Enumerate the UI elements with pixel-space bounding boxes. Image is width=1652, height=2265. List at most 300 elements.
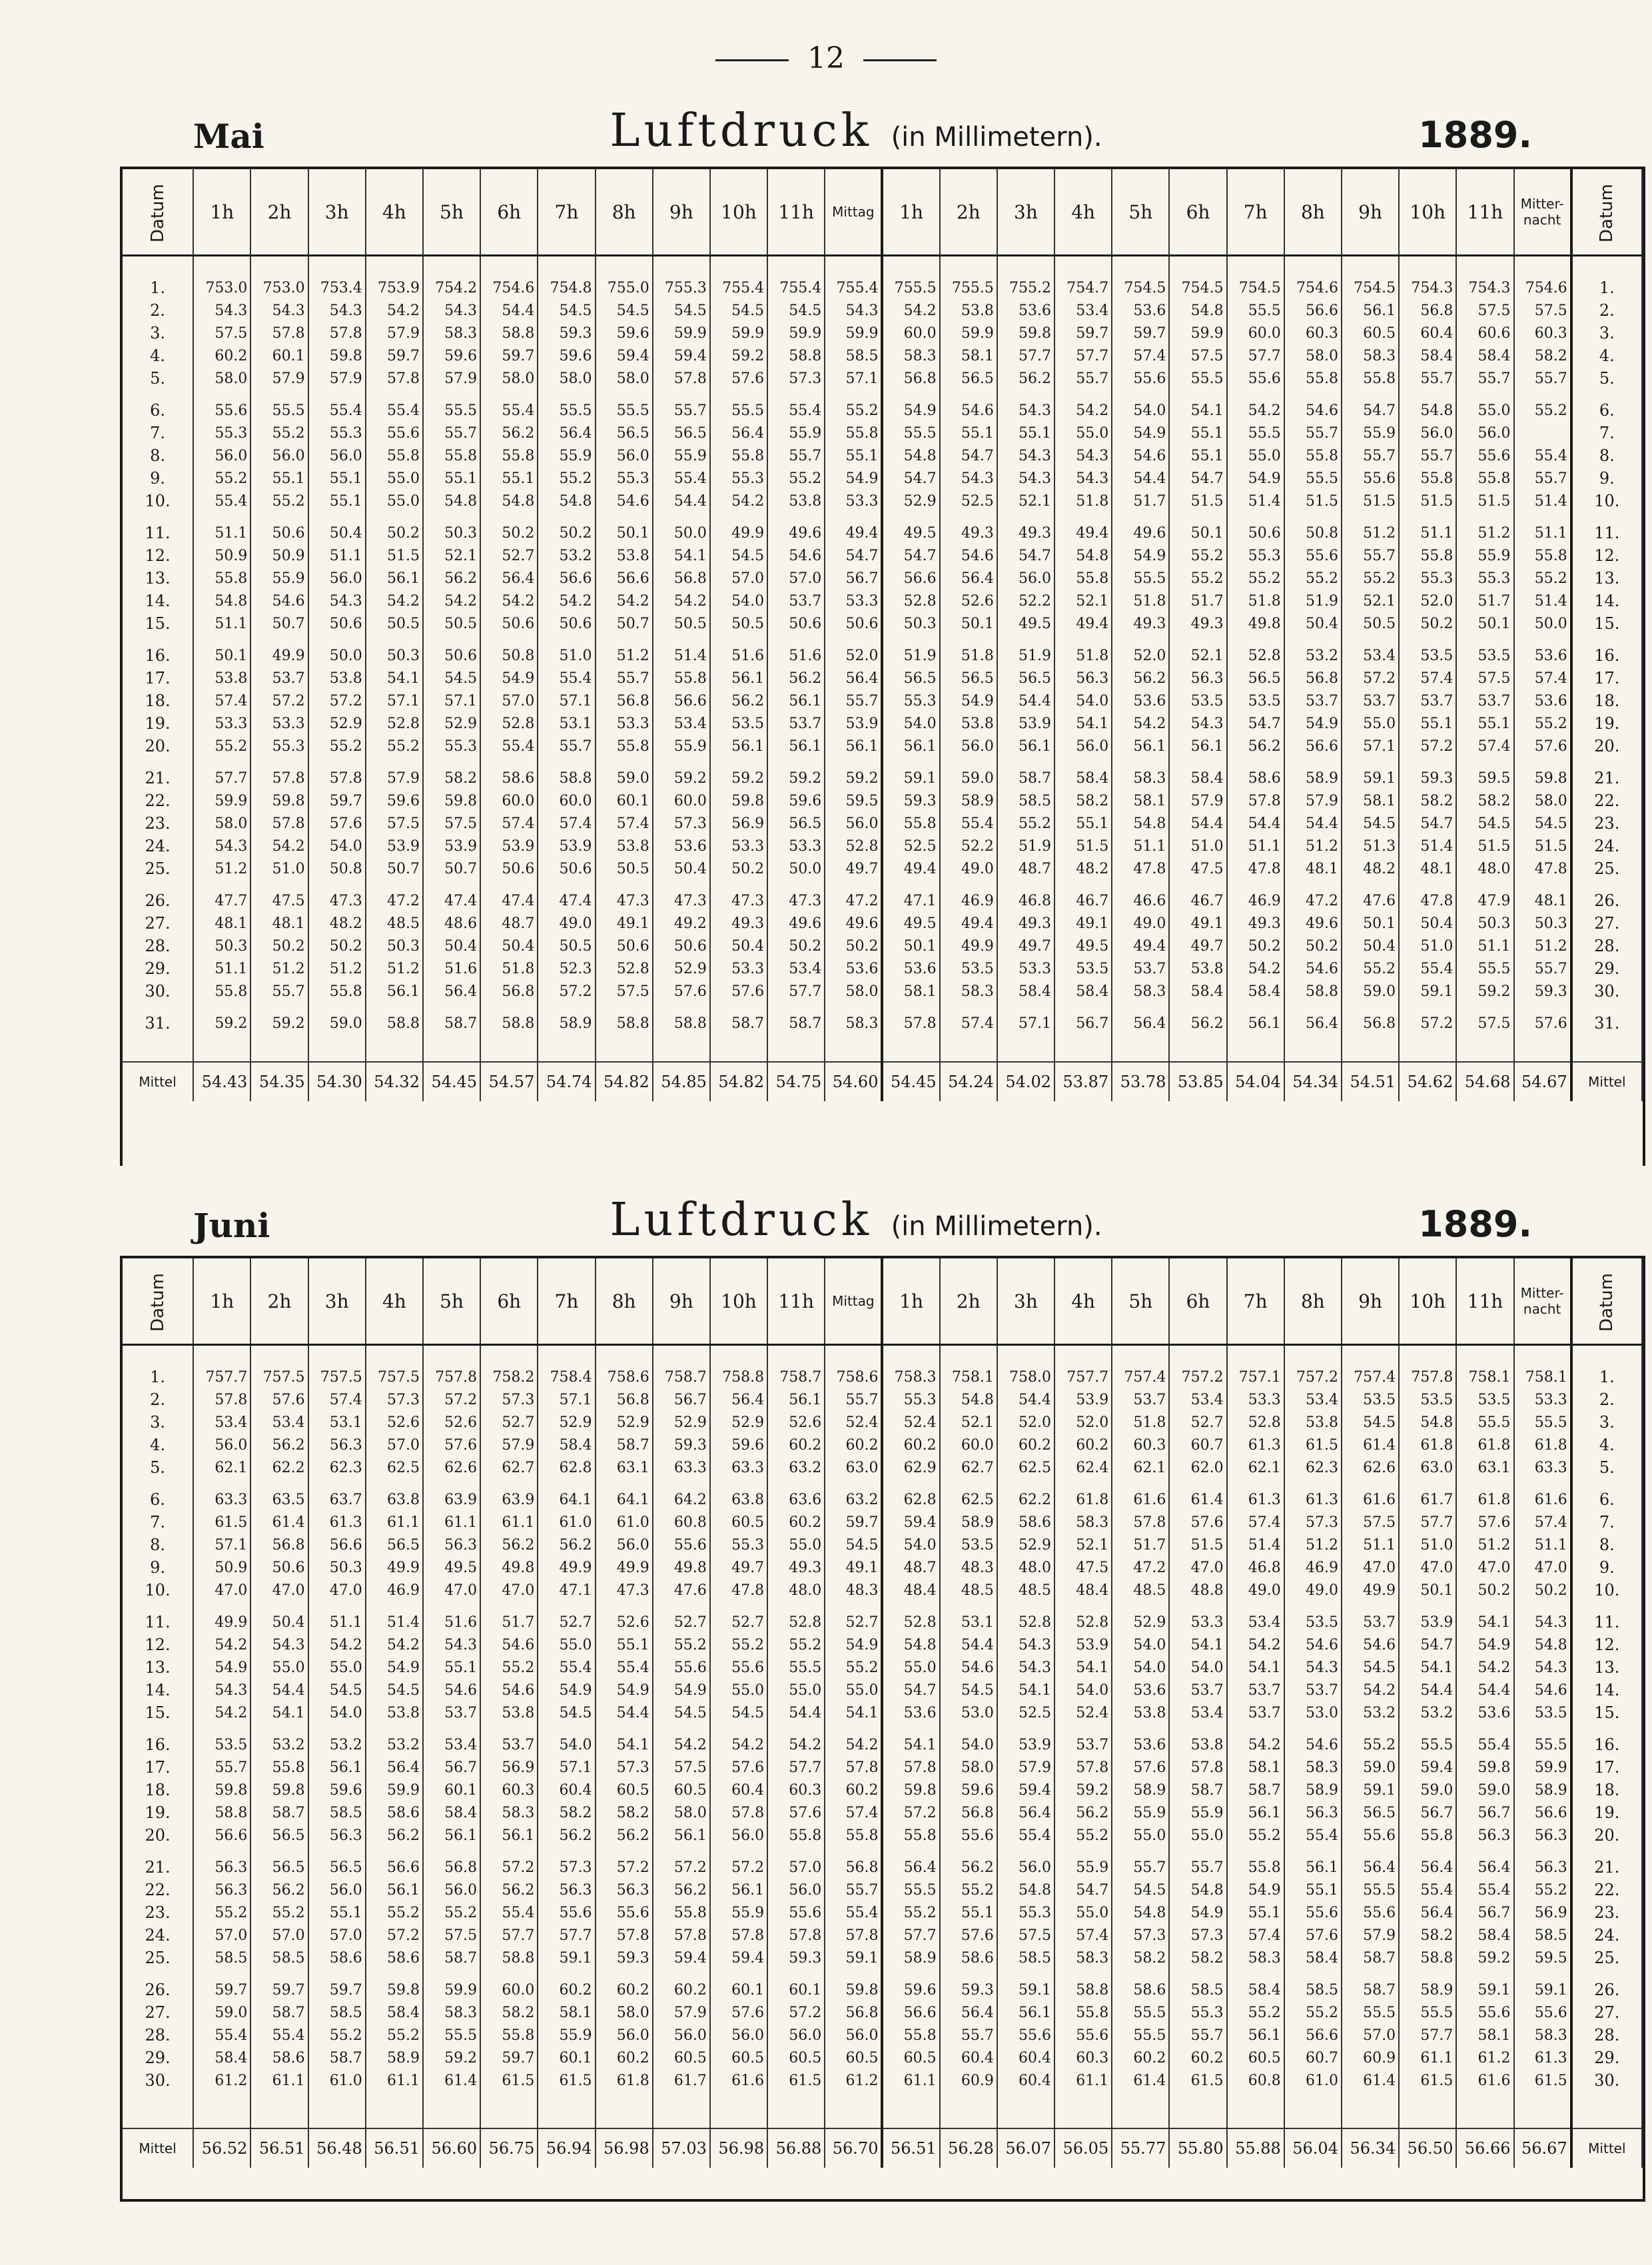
- pressure-cell: 61.8: [596, 2069, 653, 2101]
- pressure-cell: 58.8: [480, 1947, 538, 1979]
- pressure-cell: 55.2: [940, 1879, 997, 1901]
- day-label: 19.: [123, 712, 193, 735]
- pressure-cell: 56.4: [1456, 1856, 1513, 1879]
- pressure-cell: 55.6: [596, 1901, 653, 1924]
- table-row: [123, 444, 1642, 467]
- pressure-cell: 52.8: [882, 1611, 939, 1633]
- pressure-cell: 56.6: [596, 567, 653, 590]
- pressure-cell: 54.0: [1169, 1656, 1226, 1679]
- day-label: 14.: [123, 590, 193, 612]
- pressure-cell: 50.4: [308, 522, 366, 544]
- pressure-cell: 52.0: [1399, 590, 1456, 612]
- pressure-cell: 57.8: [1227, 789, 1284, 812]
- pressure-cell: 55.7: [825, 1879, 882, 1901]
- pressure-cell: 58.2: [596, 1801, 653, 1824]
- day-label: 17.: [1571, 1756, 1642, 1779]
- pressure-cell: 57.8: [825, 1924, 882, 1947]
- day-label: 26.: [123, 889, 193, 912]
- pressure-cell: 54.6: [1112, 444, 1169, 467]
- pressure-cell: 757.1: [1227, 1345, 1284, 1389]
- pressure-cell: 54.1: [653, 544, 710, 567]
- pressure-cell: 53.8: [1169, 957, 1226, 980]
- pressure-cell: 49.6: [825, 912, 882, 935]
- pressure-cell: 60.5: [825, 2046, 882, 2069]
- pressure-cell: 58.4: [1169, 767, 1226, 789]
- pressure-cell: 56.6: [193, 1824, 250, 1856]
- table-row: [123, 835, 1642, 857]
- pressure-cell: 59.5: [1514, 1947, 1571, 1979]
- pressure-cell: 52.6: [940, 590, 997, 612]
- pressure-cell: 57.4: [596, 812, 653, 835]
- pressure-cell: 55.0: [250, 1656, 308, 1679]
- pressure-cell: 50.5: [653, 612, 710, 644]
- pressure-cell: 55.7: [1456, 367, 1513, 399]
- pressure-cell: 53.3: [250, 712, 308, 735]
- pressure-cell: 56.7: [653, 1388, 710, 1411]
- day-label: 23.: [123, 1901, 193, 1924]
- pressure-cell: 54.5: [1112, 1879, 1169, 1901]
- pressure-cell: 56.1: [1342, 299, 1399, 322]
- pressure-cell: 55.5: [1169, 367, 1226, 399]
- pressure-cell: 55.5: [1456, 1411, 1513, 1434]
- pressure-cell: 48.2: [308, 912, 366, 935]
- pressure-cell: 53.1: [308, 1411, 366, 1434]
- pressure-cell: 55.8: [1514, 544, 1571, 567]
- pressure-cell: 57.1: [997, 1012, 1054, 1035]
- pressure-cell: 59.1: [1399, 980, 1456, 1012]
- pressure-cell: 60.3: [1054, 2046, 1112, 2069]
- pressure-cell: 62.8: [882, 1488, 939, 1511]
- pressure-cell: 55.8: [366, 444, 423, 467]
- pressure-cell: 58.4: [1456, 1924, 1513, 1947]
- day-label: 10.: [123, 1579, 193, 1611]
- pressure-cell: 56.0: [997, 567, 1054, 590]
- pressure-cell: 58.4: [366, 2001, 423, 2024]
- pressure-cell: 51.5: [1514, 835, 1571, 857]
- pressure-cell: 55.3: [997, 1901, 1054, 1924]
- pressure-cell: 53.3: [825, 490, 882, 522]
- pressure-cell: 55.6: [1514, 2001, 1571, 2024]
- pressure-cell: 58.4: [1399, 344, 1456, 367]
- pressure-cell: 53.9: [423, 835, 480, 857]
- spacer-cell: [480, 1035, 538, 1062]
- pressure-cell: 55.6: [1284, 1901, 1342, 1924]
- pressure-cell: 49.1: [1169, 912, 1226, 935]
- pressure-cell: 58.1: [1112, 789, 1169, 812]
- pressure-cell: 52.6: [366, 1411, 423, 1434]
- pressure-cell: 53.5: [1399, 1388, 1456, 1411]
- pressure-cell: 57.5: [1456, 1012, 1513, 1035]
- pressure-cell: 55.1: [1054, 812, 1112, 835]
- pressure-cell: 59.8: [366, 1979, 423, 2001]
- column-header: 11h: [767, 1258, 825, 1345]
- pressure-cell: 58.1: [1227, 1756, 1284, 1779]
- pressure-cell: 49.0: [940, 857, 997, 889]
- pressure-cell: 54.7: [882, 467, 939, 490]
- pressure-cell: 57.3: [480, 1388, 538, 1411]
- pressure-cell: 54.2: [1342, 1679, 1399, 1701]
- pressure-cell: 61.4: [1342, 1434, 1399, 1456]
- pressure-cell: 53.7: [1227, 1701, 1284, 1733]
- pressure-cell: 53.1: [538, 712, 595, 735]
- pressure-cell: 55.7: [1054, 367, 1112, 399]
- pressure-cell: 46.8: [1227, 1556, 1284, 1579]
- column-header: 7h: [1227, 169, 1284, 256]
- pressure-cell: 55.5: [767, 1656, 825, 1679]
- pressure-cell: 57.3: [1284, 1511, 1342, 1534]
- pressure-cell: 48.5: [1112, 1579, 1169, 1611]
- pressure-cell: 56.2: [250, 1434, 308, 1456]
- pressure-cell: 53.4: [653, 712, 710, 735]
- pressure-cell: 50.2: [250, 935, 308, 957]
- pressure-cell: 58.3: [1112, 980, 1169, 1012]
- mittel-cell: 54.75: [767, 1062, 825, 1101]
- pressure-cell: 59.6: [423, 344, 480, 367]
- pressure-cell: 47.3: [596, 1579, 653, 1611]
- pressure-cell: 55.7: [767, 444, 825, 467]
- pressure-cell: 49.0: [1227, 1579, 1284, 1611]
- pressure-cell: 54.4: [1169, 812, 1226, 835]
- pressure-cell: 59.7: [250, 1979, 308, 2001]
- pressure-cell: 55.2: [767, 467, 825, 490]
- pressure-cell: 757.5: [308, 1345, 366, 1389]
- pressure-cell: 51.0: [1399, 935, 1456, 957]
- pressure-cell: 61.3: [308, 1511, 366, 1534]
- pressure-cell: 54.3: [997, 1633, 1054, 1656]
- pressure-cell: 59.4: [1399, 1756, 1456, 1779]
- pressure-cell: 56.8: [596, 689, 653, 712]
- pressure-cell: 47.0: [308, 1579, 366, 1611]
- pressure-cell: 57.6: [1284, 1924, 1342, 1947]
- pressure-cell: 56.8: [882, 367, 939, 399]
- spacer-cell: [1342, 2101, 1399, 2128]
- spacer-cell: [123, 2101, 193, 2128]
- table-row: [123, 1701, 1642, 1733]
- pressure-cell: 52.4: [825, 1411, 882, 1434]
- pressure-cell: 57.8: [308, 322, 366, 344]
- day-label: 6.: [123, 1488, 193, 1511]
- pressure-cell: 55.2: [825, 399, 882, 422]
- pressure-cell: 47.0: [1514, 1556, 1571, 1579]
- pressure-cell: 55.9: [250, 567, 308, 590]
- pressure-cell: 53.2: [1284, 644, 1342, 667]
- pressure-cell: 52.8: [596, 957, 653, 980]
- pressure-cell: 50.0: [308, 644, 366, 667]
- pressure-cell: 59.1: [882, 767, 939, 789]
- pressure-cell: 55.2: [882, 1901, 939, 1924]
- mittel-cell: 56.98: [596, 2128, 653, 2168]
- pressure-cell: 52.9: [1112, 1611, 1169, 1633]
- pressure-cell: 58.0: [193, 812, 250, 835]
- pressure-cell: 55.7: [1514, 467, 1571, 490]
- pressure-cell: 47.3: [596, 889, 653, 912]
- pressure-cell: 55.2: [1227, 2001, 1284, 2024]
- pressure-cell: 55.2: [250, 422, 308, 444]
- mittel-cell: 53.87: [1054, 1062, 1112, 1101]
- pressure-cell: 56.2: [480, 1879, 538, 1901]
- pressure-cell: 56.4: [1112, 1012, 1169, 1035]
- pressure-cell: 47.5: [1169, 857, 1226, 889]
- pressure-cell: 49.5: [997, 612, 1054, 644]
- pressure-cell: 57.8: [710, 1801, 767, 1824]
- pressure-cell: 51.1: [193, 612, 250, 644]
- pressure-cell: 56.6: [1284, 299, 1342, 322]
- pressure-cell: 47.9: [1456, 889, 1513, 912]
- pressure-cell: 62.2: [250, 1456, 308, 1488]
- pressure-cell: 58.7: [1227, 1779, 1284, 1801]
- pressure-cell: 55.5: [1342, 1879, 1399, 1901]
- pressure-cell: 58.5: [308, 2001, 366, 2024]
- pressure-cell: 55.9: [1112, 1801, 1169, 1824]
- pressure-cell: 49.6: [1112, 522, 1169, 544]
- pressure-cell: 58.0: [538, 367, 595, 399]
- pressure-cell: 58.1: [1342, 789, 1399, 812]
- pressure-cell: 55.5: [1112, 567, 1169, 590]
- pressure-cell: 55.3: [308, 422, 366, 444]
- pressure-cell: 48.1: [1399, 857, 1456, 889]
- pressure-cell: 58.0: [1514, 789, 1571, 812]
- divider: [715, 59, 789, 61]
- pressure-cell: 59.9: [940, 322, 997, 344]
- pressure-cell: 51.2: [308, 957, 366, 980]
- datum-label: Datum: [1597, 183, 1617, 242]
- day-label: 4.: [123, 344, 193, 367]
- pressure-cell: 50.1: [1399, 1579, 1456, 1611]
- pressure-cell: 55.7: [1514, 367, 1571, 399]
- spacer-cell: [1399, 2101, 1456, 2128]
- pressure-cell: 56.8: [423, 1856, 480, 1879]
- pressure-cell: 58.7: [596, 1434, 653, 1456]
- pressure-cell: 61.1: [882, 2069, 939, 2101]
- pressure-cell: 54.3: [308, 590, 366, 612]
- mittel-cell: 54.67: [1514, 1062, 1571, 1101]
- pressure-cell: 54.4: [997, 1388, 1054, 1411]
- pressure-cell: 63.7: [308, 1488, 366, 1511]
- pressure-cell: 56.1: [308, 1756, 366, 1779]
- pressure-cell: 53.8: [767, 490, 825, 522]
- day-label: 28.: [1571, 2024, 1642, 2046]
- pressure-cell: 58.2: [1456, 789, 1513, 812]
- table-row: [123, 889, 1642, 912]
- pressure-cell: 47.8: [710, 1579, 767, 1611]
- pressure-cell: 54.8: [1514, 1633, 1571, 1656]
- pressure-cell: 50.3: [423, 522, 480, 544]
- pressure-cell: 61.5: [1399, 2069, 1456, 2101]
- pressure-cell: 58.3: [882, 344, 939, 367]
- pressure-cell: 53.7: [1169, 1679, 1226, 1701]
- pressure-cell: 55.0: [1342, 712, 1399, 735]
- pressure-cell: 60.5: [653, 1779, 710, 1801]
- pressure-cell: 58.4: [997, 980, 1054, 1012]
- pressure-cell: 55.5: [596, 399, 653, 422]
- pressure-cell: 53.6: [825, 957, 882, 980]
- pressure-cell: 54.9: [366, 1656, 423, 1679]
- pressure-cell: 754.6: [480, 256, 538, 300]
- pressure-cell: 58.7: [308, 2046, 366, 2069]
- pressure-cell: 56.2: [1054, 1801, 1112, 1824]
- pressure-cell: 59.1: [1456, 1979, 1513, 2001]
- pressure-cell: 56.7: [1456, 1901, 1513, 1924]
- pressure-cell: 49.1: [596, 912, 653, 935]
- pressure-cell: 58.0: [825, 980, 882, 1012]
- pressure-cell: 57.2: [767, 2001, 825, 2024]
- day-label: 1.: [1571, 1345, 1642, 1389]
- pressure-cell: 54.9: [1227, 467, 1284, 490]
- spacer-cell: [1169, 1035, 1226, 1062]
- pressure-cell: 56.8: [825, 1856, 882, 1879]
- pressure-cell: 49.4: [1054, 612, 1112, 644]
- pressure-cell: 54.9: [882, 399, 939, 422]
- pressure-cell: 50.2: [1227, 935, 1284, 957]
- pressure-cell: 54.8: [1169, 1879, 1226, 1901]
- pressure-cell: 57.2: [882, 1801, 939, 1824]
- pressure-cell: 48.6: [423, 912, 480, 935]
- spacer-cell: [423, 1035, 480, 1062]
- pressure-cell: 59.1: [1514, 1979, 1571, 2001]
- table-row: [123, 1434, 1642, 1456]
- column-header: 6h: [1169, 169, 1226, 256]
- pressure-cell: 51.2: [250, 957, 308, 980]
- mittel-cell: 54.68: [1456, 1062, 1513, 1101]
- pressure-cell: 53.9: [1054, 1388, 1112, 1411]
- pressure-cell: 48.0: [997, 1556, 1054, 1579]
- pressure-cell: 757.4: [1342, 1345, 1399, 1389]
- pressure-cell: 755.5: [940, 256, 997, 300]
- pressure-cell: 58.8: [596, 1012, 653, 1035]
- column-header: 5h: [1112, 1258, 1169, 1345]
- pressure-cell: 53.9: [480, 835, 538, 857]
- pressure-cell: 59.6: [882, 1979, 939, 2001]
- pressure-cell: 58.6: [1112, 1979, 1169, 2001]
- pressure-cell: 54.3: [1514, 1656, 1571, 1679]
- mittel-cell: 55.88: [1227, 2128, 1284, 2168]
- pressure-cell: 57.6: [1514, 735, 1571, 767]
- table-row: [123, 1979, 1642, 2001]
- pressure-cell: 56.1: [882, 735, 939, 767]
- pressure-cell: 51.1: [1399, 522, 1456, 544]
- pressure-cell: 63.3: [193, 1488, 250, 1511]
- pressure-cell: 55.8: [1284, 444, 1342, 467]
- pressure-cell: 59.2: [710, 344, 767, 367]
- spacer-cell: [1227, 1035, 1284, 1062]
- pressure-cell: 52.7: [1169, 1411, 1226, 1434]
- pressure-cell: 51.2: [1284, 1534, 1342, 1556]
- table-row: [123, 1901, 1642, 1924]
- pressure-cell: 50.2: [1284, 935, 1342, 957]
- pressure-cell: 51.8: [480, 957, 538, 980]
- pressure-cell: 58.8: [193, 1801, 250, 1824]
- pressure-cell: 55.1: [1227, 1901, 1284, 1924]
- pressure-cell: 61.7: [1399, 1488, 1456, 1511]
- pressure-cell: 757.7: [193, 1345, 250, 1389]
- pressure-cell: 48.3: [940, 1556, 997, 1579]
- pressure-cell: 58.1: [940, 344, 997, 367]
- day-label: 13.: [123, 567, 193, 590]
- table-row: [123, 367, 1642, 399]
- pressure-cell: 57.4: [1399, 667, 1456, 689]
- pressure-cell: 58.0: [653, 1801, 710, 1824]
- pressure-cell: 56.3: [1054, 667, 1112, 689]
- pressure-cell: 61.6: [710, 2069, 767, 2101]
- pressure-cell: 49.1: [825, 1556, 882, 1579]
- pressure-cell: 55.7: [653, 399, 710, 422]
- spacer-row: [123, 2101, 1642, 2128]
- pressure-cell: 50.6: [308, 612, 366, 644]
- pressure-cell: 55.8: [1399, 544, 1456, 567]
- pressure-cell: 50.1: [596, 522, 653, 544]
- pressure-cell: 52.4: [882, 1411, 939, 1434]
- pressure-cell: 55.5: [1227, 299, 1284, 322]
- pressure-cell: 54.6: [423, 1679, 480, 1701]
- pressure-cell: 55.4: [1456, 1879, 1513, 1901]
- pressure-cell: 52.2: [940, 835, 997, 857]
- pressure-cell: 46.6: [1112, 889, 1169, 912]
- pressure-cell: 60.8: [1227, 2069, 1284, 2101]
- pressure-cell: 54.2: [653, 590, 710, 612]
- pressure-cell: 55.2: [423, 1901, 480, 1924]
- day-label: 18.: [123, 1779, 193, 1801]
- pressure-cell: 49.4: [825, 522, 882, 544]
- day-label: 1.: [123, 256, 193, 300]
- column-header: 6h: [480, 1258, 538, 1345]
- pressure-cell: 59.7: [308, 789, 366, 812]
- pressure-cell: 758.1: [1456, 1345, 1513, 1389]
- pressure-cell: 52.8: [1227, 644, 1284, 667]
- pressure-cell: 49.6: [767, 522, 825, 544]
- pressure-cell: 55.4: [480, 735, 538, 767]
- pressure-cell: 56.9: [480, 1756, 538, 1779]
- pressure-cell: 54.3: [1054, 467, 1112, 490]
- day-label: 7.: [123, 422, 193, 444]
- pressure-cell: 57.8: [653, 1924, 710, 1947]
- pressure-cell: 57.7: [1399, 2024, 1456, 2046]
- mittel-label: Mittel: [1571, 2128, 1642, 2168]
- pressure-cell: 58.9: [1284, 1779, 1342, 1801]
- pressure-cell: 59.7: [825, 1511, 882, 1534]
- pressure-cell: 52.7: [653, 1611, 710, 1633]
- pressure-cell: 59.6: [596, 322, 653, 344]
- pressure-cell: 59.2: [193, 1012, 250, 1035]
- pressure-cell: 58.4: [423, 1801, 480, 1824]
- pressure-cell: 49.4: [1054, 522, 1112, 544]
- pressure-cell: 51.1: [1456, 935, 1513, 957]
- pressure-cell: 56.0: [710, 1824, 767, 1856]
- table-row: [123, 1679, 1642, 1701]
- pressure-cell: 58.7: [1342, 1947, 1399, 1979]
- pressure-cell: 54.8: [997, 1879, 1054, 1901]
- pressure-cell: 61.1: [1399, 2046, 1456, 2069]
- column-header: 4h: [1054, 169, 1112, 256]
- pressure-cell: 57.2: [596, 1856, 653, 1879]
- pressure-cell: 56.0: [1054, 735, 1112, 767]
- pressure-cell: 54.8: [1399, 399, 1456, 422]
- pressure-cell: 56.1: [997, 735, 1054, 767]
- pressure-cell: 50.0: [1514, 612, 1571, 644]
- pressure-cell: 54.6: [1514, 1679, 1571, 1701]
- pressure-cell: 58.2: [1169, 1947, 1226, 1979]
- datum-label: Datum: [147, 1272, 168, 1332]
- pressure-cell: 54.9: [1112, 422, 1169, 444]
- day-label: 8.: [123, 1534, 193, 1556]
- pressure-cell: 57.8: [653, 367, 710, 399]
- pressure-cell: 52.8: [997, 1611, 1054, 1633]
- mittel-cell: 56.50: [1399, 2128, 1456, 2168]
- pressure-cell: 49.4: [1112, 935, 1169, 957]
- pressure-cell: 757.2: [1284, 1345, 1342, 1389]
- pressure-cell: 58.7: [767, 1012, 825, 1035]
- pressure-cell: 55.8: [308, 980, 366, 1012]
- pressure-cell: 58.1: [882, 980, 939, 1012]
